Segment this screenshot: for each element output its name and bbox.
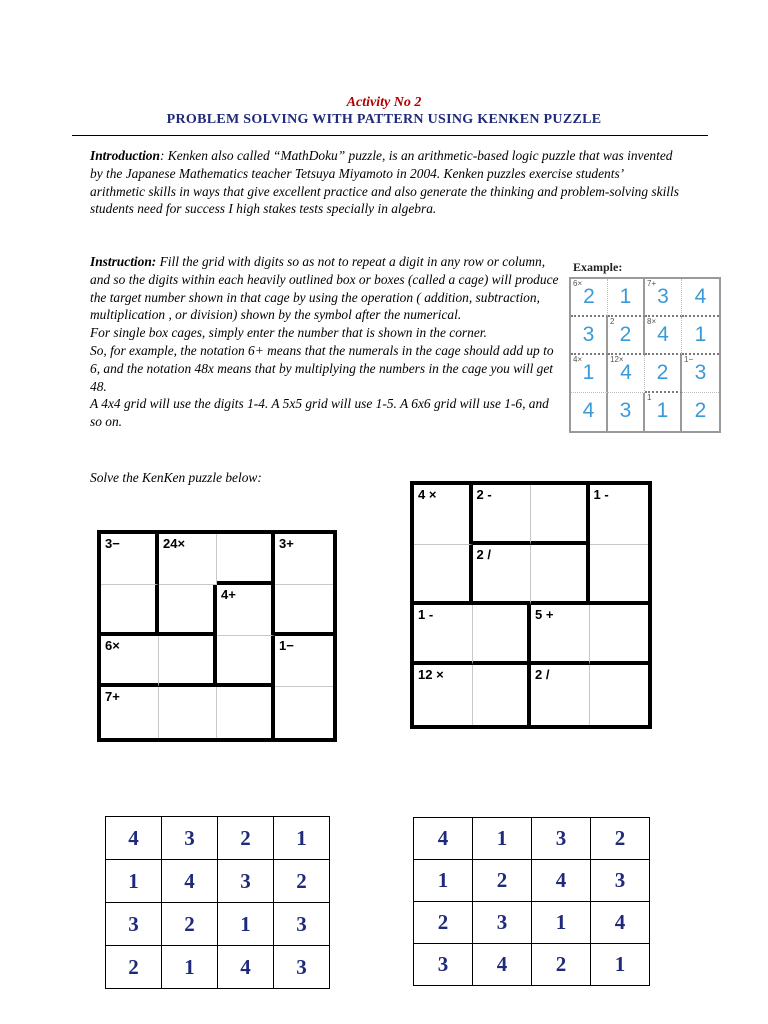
puzzle-cell: [531, 485, 590, 545]
cage-clue: 3−: [105, 536, 120, 551]
solution-cell: 4: [591, 902, 650, 944]
instruction-grid-size: A 4x4 grid will use the digits 1-4. A 5x5 grid will use 1-5. A 6x6 grid will use 1-6, and so on.: [90, 396, 549, 430]
solution-cell: 3: [414, 944, 473, 986]
solution-cell: 1: [106, 860, 162, 903]
example-grid: [569, 277, 721, 433]
puzzle-cell: [275, 585, 333, 636]
example-cell-value: 3: [582, 323, 595, 346]
solution-cell: 2: [473, 860, 532, 902]
example-cell: [571, 393, 608, 431]
instruction-label: Instruction:: [90, 254, 157, 269]
example-cell: [682, 279, 719, 317]
puzzle-cell: [101, 585, 159, 636]
activity-title: Activity No 2: [346, 95, 422, 110]
example-cell: [645, 393, 682, 431]
puzzle-cell: [414, 545, 473, 605]
example-cage-clue: 4×: [573, 355, 583, 364]
puzzle-cell: [473, 485, 532, 545]
table-row: [414, 860, 650, 902]
example-cell-value: 2: [694, 399, 707, 422]
solution-cell: 2: [532, 944, 591, 986]
example-cell: [571, 279, 608, 317]
example-cell-value: 1: [694, 323, 707, 346]
puzzle-cell: [101, 687, 159, 738]
introduction-label: Introduction: [90, 148, 160, 163]
solution-cell: 2: [106, 946, 162, 989]
kenken-puzzle-right: [410, 481, 652, 729]
example-cell: [571, 355, 608, 393]
puzzle-cell: [159, 585, 217, 636]
solution-table-left: [105, 816, 330, 989]
puzzle-cell: [473, 665, 532, 725]
cage-clue: 12 ×: [418, 667, 444, 682]
example-cell-value: 4: [582, 399, 595, 422]
puzzle-cell: [217, 687, 275, 738]
solution-cell: 3: [591, 860, 650, 902]
puzzle-cell: [531, 665, 590, 725]
example-cell-value: 2: [619, 323, 632, 346]
solution-cell: 4: [162, 860, 218, 903]
example-cell: [571, 317, 608, 355]
solution-cell: 1: [162, 946, 218, 989]
solution-cell: 3: [532, 818, 591, 860]
cage-clue: 24×: [163, 536, 186, 551]
cage-clue: 1 -: [593, 487, 609, 502]
example-cell-value: 1: [619, 285, 632, 308]
example-cell: [608, 355, 645, 393]
puzzle-cell: [275, 687, 333, 738]
solution-cell: 2: [162, 903, 218, 946]
example-cell-value: 3: [657, 285, 669, 308]
example-cage-clue: 2: [610, 317, 615, 326]
puzzle-cell: [217, 585, 275, 636]
example-cell: [682, 317, 719, 355]
example-cage-clue: 7+: [647, 279, 657, 288]
puzzle-cell: [590, 605, 649, 665]
puzzle-cell: [275, 636, 333, 687]
table-row: [106, 903, 330, 946]
puzzle-cell: [414, 605, 473, 665]
puzzle-cell: [101, 636, 159, 687]
example-cage-clue: 1−: [684, 355, 694, 364]
solution-cell: 3: [473, 902, 532, 944]
cage-clue: 4+: [221, 587, 236, 602]
example-cell: [608, 317, 645, 355]
title-divider: [72, 135, 708, 136]
puzzle-cell: [590, 545, 649, 605]
solve-prompt: Solve the KenKen puzzle below:: [90, 470, 262, 485]
puzzle-cell: [159, 636, 217, 687]
cage-clue: 5 +: [535, 607, 554, 622]
example-cell-value: 4: [657, 323, 669, 346]
cage-clue: 2 -: [476, 487, 492, 502]
solution-cell: 2: [591, 818, 650, 860]
solution-table-right: [413, 817, 650, 986]
example-cell: [645, 317, 682, 355]
puzzle-cell: [275, 534, 333, 585]
solution-cell: 1: [218, 903, 274, 946]
table-row: [414, 944, 650, 986]
example-cell-value: 3: [619, 399, 632, 422]
table-row: [106, 817, 330, 860]
solution-cell: 1: [473, 818, 532, 860]
puzzle-cell: [590, 665, 649, 725]
table-row: [106, 946, 330, 989]
puzzle-cell: [159, 687, 217, 738]
introduction-paragraph: [90, 147, 680, 218]
example-cage-clue: 12×: [610, 355, 624, 364]
puzzle-cell: [217, 636, 275, 687]
example-cage-clue: 1: [647, 393, 652, 402]
solution-cell: 4: [532, 860, 591, 902]
solution-cell: 2: [218, 817, 274, 860]
example-cage-clue: 8×: [647, 317, 657, 326]
example-cell: [608, 393, 645, 431]
solution-cell: 4: [414, 818, 473, 860]
solution-cell: 3: [106, 903, 162, 946]
solution-cell: 3: [274, 903, 330, 946]
example-cell: [682, 355, 719, 393]
example-cell-value: 4: [694, 285, 707, 308]
puzzle-cell: [414, 665, 473, 725]
cage-clue: 4 ×: [418, 487, 437, 502]
page-title: PROBLEM SOLVING WITH PATTERN USING KENKEN PUZZLE: [166, 112, 602, 127]
puzzle-cell: [531, 545, 590, 605]
puzzle-cell: [531, 605, 590, 665]
instruction-example: So, for example, the notation 6+ means that the numerals in the cage should add up to 6, and the notation 48x means that by multiplying the numbers in the cage you will get 48.: [90, 342, 554, 394]
solution-cell: 1: [274, 817, 330, 860]
example-cell: [645, 355, 682, 393]
example-cell: [608, 279, 645, 317]
example-cell-value: 2: [583, 285, 595, 308]
cage-clue: 1 -: [418, 607, 434, 622]
puzzle-cell: [473, 545, 532, 605]
puzzle-cell: [473, 605, 532, 665]
example-cell-value: 1: [656, 399, 669, 422]
puzzle-cell: [590, 485, 649, 545]
example-cell-value: 4: [620, 361, 632, 384]
cage-clue: 2 /: [476, 547, 491, 562]
instruction-text: Fill the grid with digits so as not to repeat a digit in any row or column, and so the digits within each heavily outlined box or boxes (called a cage) will produce the target number shown in that cage by using the operation ( addition, subtraction, multiplication , or division) shown by the symbol after the numerical.: [90, 254, 559, 323]
kenken-puzzle-left: [97, 530, 337, 742]
example-cell-value: 2: [656, 361, 669, 384]
solution-cell: 1: [414, 860, 473, 902]
introduction-text: : Kenken also called “MathDoku” puzzle, is an arithmetic-based logic puzzle that was invented by the Japanese Mathematics teacher Tetsuya Miyamoto in 2004. Kenken puzzles exercise students’ arithmetic skills in ways that give excellent practice and also generate the thinking and problem-solving skills students need for success I high stakes tests specially in algebra.: [90, 148, 679, 217]
example-cell: [682, 393, 719, 431]
solution-cell: 2: [274, 860, 330, 903]
solution-cell: 4: [106, 817, 162, 860]
cage-clue: 1−: [279, 638, 294, 653]
table-row: [414, 902, 650, 944]
instruction-single-box: For single box cages, simply enter the number that is shown in the corner.: [90, 325, 487, 341]
solution-cell: 3: [218, 860, 274, 903]
solution-cell: 4: [218, 946, 274, 989]
puzzle-cell: [217, 534, 275, 585]
solution-cell: 2: [414, 902, 473, 944]
puzzle-cell: [159, 534, 217, 585]
example-label: Example:: [573, 260, 623, 274]
solution-cell: 4: [473, 944, 532, 986]
solution-cell: 3: [162, 817, 218, 860]
example-cell-value: 3: [694, 361, 707, 384]
instruction-main: [90, 253, 560, 324]
solution-cell: 1: [591, 944, 650, 986]
instruction-paragraph: [90, 253, 560, 431]
cage-clue: 3+: [279, 536, 294, 551]
table-row: [106, 860, 330, 903]
example-cell: [645, 279, 682, 317]
cage-clue: 7+: [105, 689, 120, 704]
puzzle-cell: [414, 485, 473, 545]
table-row: [414, 818, 650, 860]
solution-cell: 1: [532, 902, 591, 944]
cage-clue: 2 /: [535, 667, 550, 682]
example-cage-clue: 6×: [573, 279, 583, 288]
puzzle-cell: [101, 534, 159, 585]
cage-clue: 6×: [105, 638, 120, 653]
example-cell-value: 1: [582, 361, 595, 384]
solution-cell: 3: [274, 946, 330, 989]
